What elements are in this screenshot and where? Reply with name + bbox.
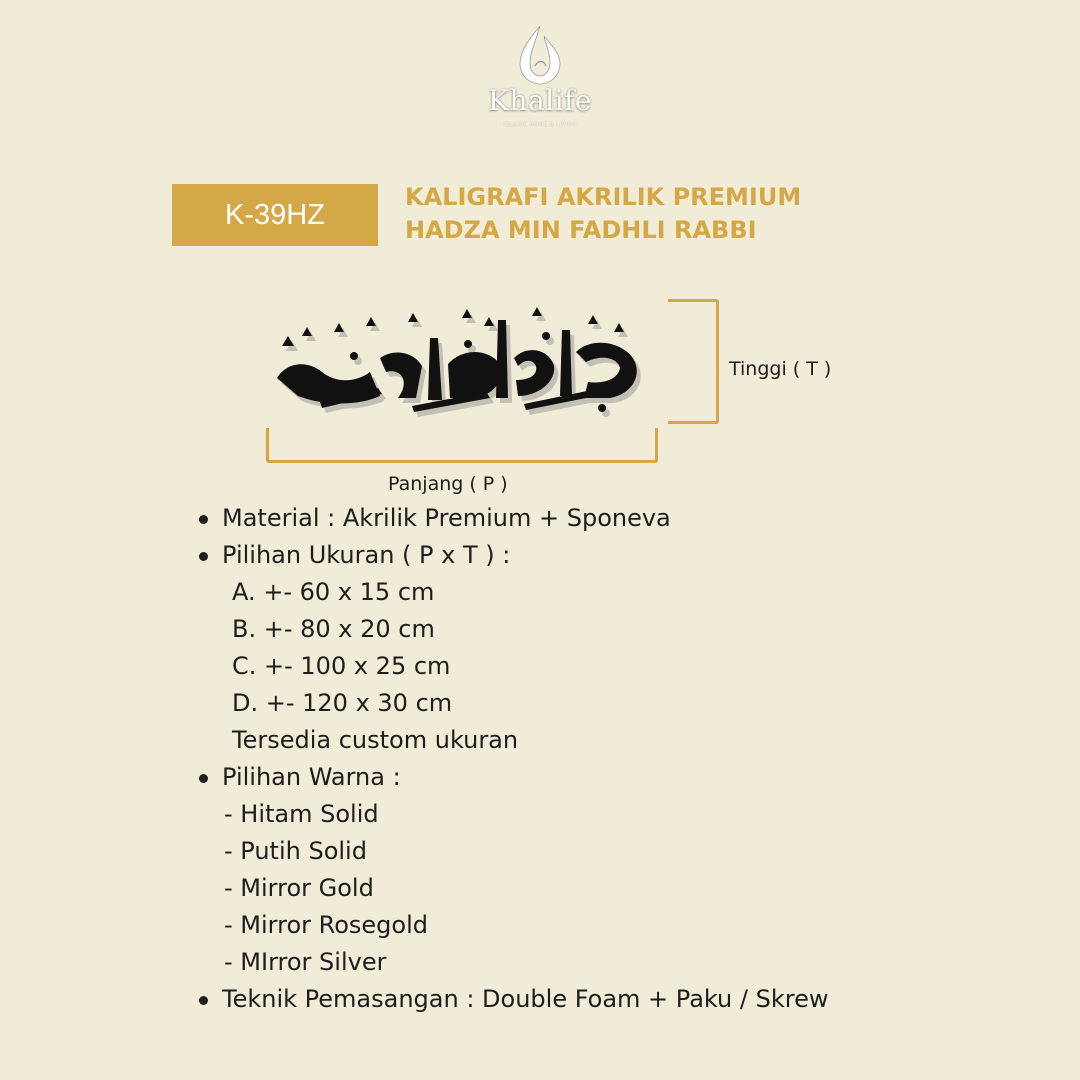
spec-size-heading: Pilihan Ukuran ( P x T ) :: [196, 537, 828, 574]
spec-installation: Teknik Pemasangan : Double Foam + Paku / Skrew: [196, 981, 828, 1018]
length-label: Panjang ( P ): [388, 473, 508, 495]
size-option: C. +- 100 x 25 cm: [232, 652, 451, 680]
product-title-line2: HADZA MIN FADHLI RABBI: [405, 216, 757, 244]
flame-drop-logo-icon: [480, 22, 600, 86]
size-option: A. +- 60 x 15 cm: [232, 578, 435, 606]
product-title-line1: KALIGRAFI AKRILIK PREMIUM: [405, 183, 802, 211]
color-option: - Hitam Solid: [224, 800, 379, 828]
size-option: B. +- 80 x 20 cm: [232, 615, 435, 643]
product-code-badge: [172, 184, 378, 246]
spec-color-heading: Pilihan Warna :: [196, 759, 828, 796]
size-custom-note: Tersedia custom ukuran: [232, 726, 519, 754]
brand-logo: [480, 22, 600, 134]
length-bracket: [266, 428, 658, 463]
product-title: [405, 181, 801, 247]
spec-list: [196, 500, 828, 1018]
brand-tagline: ISLAMIC HOME & LIVING: [503, 122, 577, 128]
color-option: - MIrror Silver: [224, 948, 387, 976]
spec-material: Material : Akrilik Premium + Sponeva: [196, 500, 828, 537]
color-option: - Putih Solid: [224, 837, 367, 865]
height-label: Tinggi ( T ): [729, 358, 832, 380]
color-option: - Mirror Gold: [224, 874, 374, 902]
size-option: D. +- 120 x 30 cm: [232, 689, 453, 717]
arabic-calligraphy-image: [262, 296, 662, 426]
color-option: - Mirror Rosegold: [224, 911, 428, 939]
product-code: K-39HZ: [225, 198, 325, 231]
height-bracket: [668, 299, 719, 424]
brand-name: Khalife: [488, 84, 592, 117]
